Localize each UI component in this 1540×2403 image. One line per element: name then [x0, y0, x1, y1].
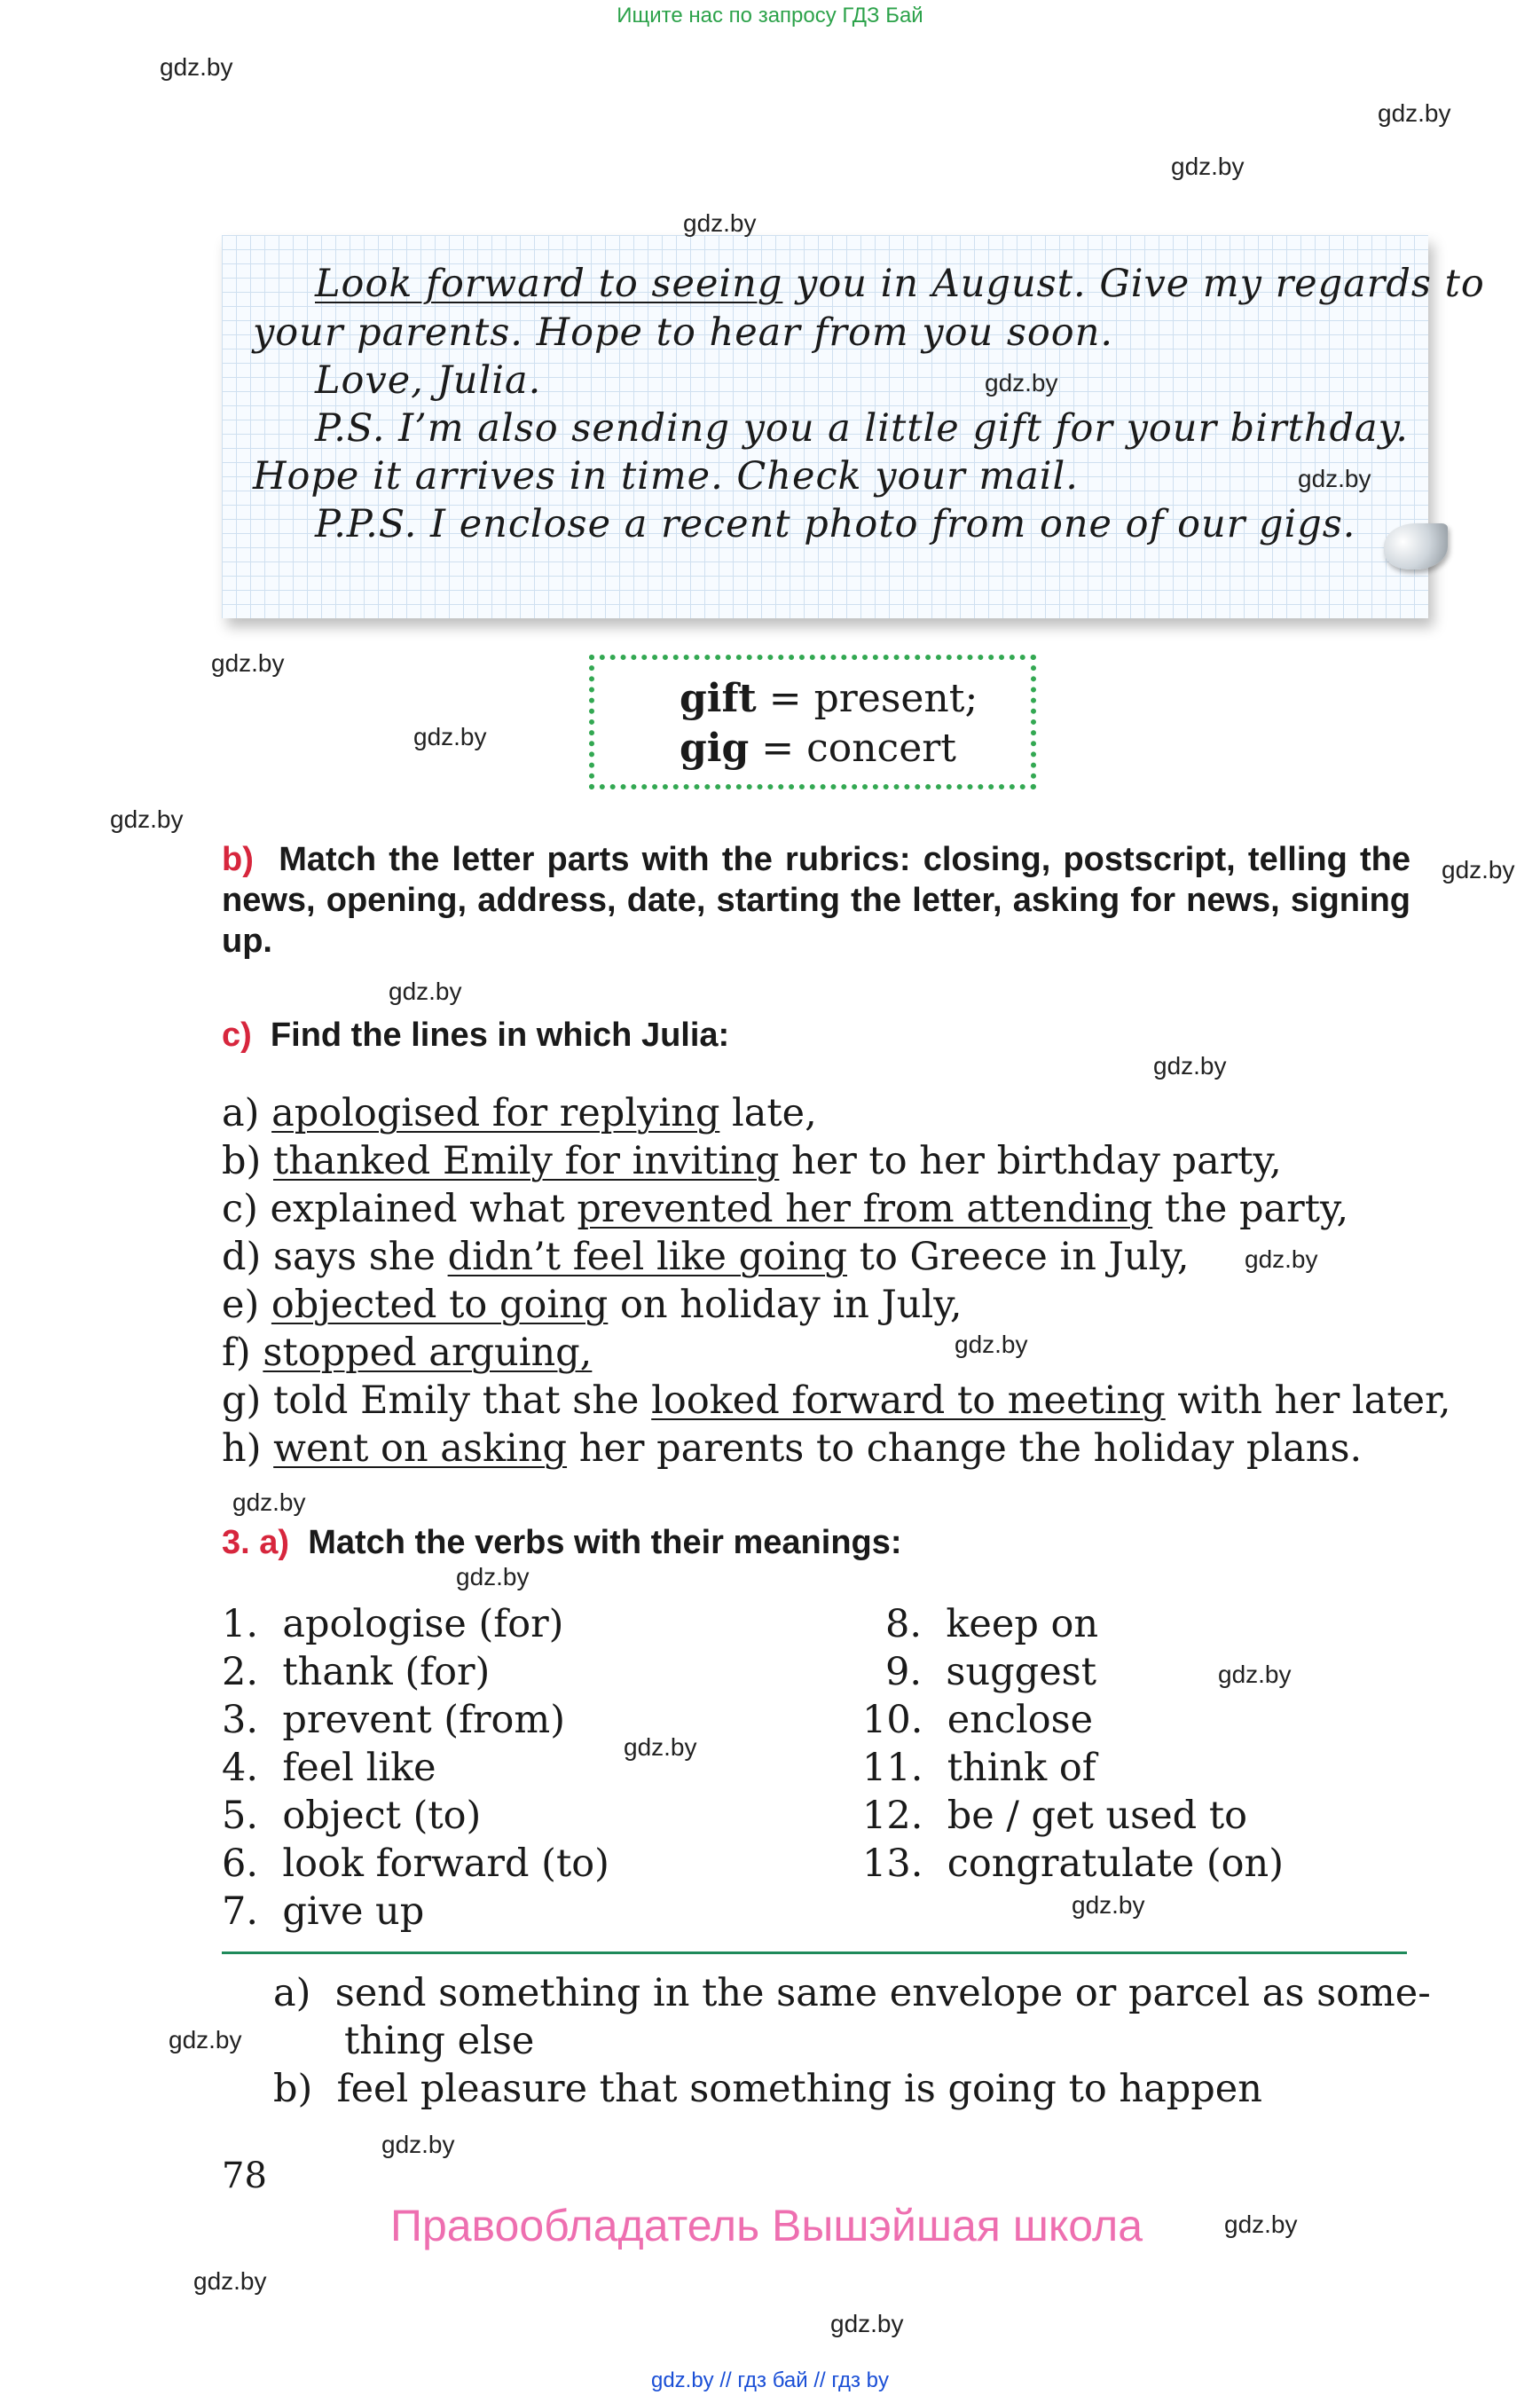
watermark: gdz.by	[389, 978, 462, 1005]
watermark: gdz.by	[381, 2131, 455, 2158]
definition-gig: gig = concert	[680, 726, 956, 771]
verb-item: 13. congratulate (on)	[862, 1842, 1285, 1886]
letter-line: Hope it arrives in time. Check your mail.	[253, 454, 1079, 499]
watermark: gdz.by	[169, 2026, 242, 2054]
task-3: 3. a) Match the verbs with their meanings:	[222, 1524, 902, 1561]
page-curl	[1384, 523, 1448, 569]
watermark: gdz.by	[955, 1331, 1028, 1358]
watermark: gdz.by	[830, 2310, 904, 2337]
meaning-item: b) feel pleasure that something is going to happen	[273, 2067, 1262, 2111]
watermark: gdz.by	[1245, 1245, 1318, 1273]
list-item: c) explained what prevented her from attending the party,	[222, 1187, 1349, 1231]
verb-item: 1. apologise (for)	[222, 1602, 564, 1646]
watermark: gdz.by	[1171, 153, 1245, 180]
task-c: c) Find the lines in which Julia:	[222, 1017, 730, 1054]
watermark: gdz.by	[1218, 1661, 1292, 1688]
list-item: b) thanked Emily for inviting her to her birthday party,	[222, 1139, 1282, 1183]
verb-item: 9. suggest	[885, 1650, 1096, 1694]
watermark: gdz.by	[1072, 1891, 1145, 1919]
top-banner: Ищите нас по запросу ГДЗ Бай	[617, 4, 923, 27]
verb-item: 11. think of	[862, 1746, 1096, 1790]
divider	[222, 1951, 1407, 1954]
verb-item: 10. enclose	[862, 1698, 1094, 1742]
verb-item: 5. object (to)	[222, 1794, 482, 1838]
watermark: gdz.by	[1298, 465, 1371, 492]
watermark: gdz.by	[985, 369, 1058, 397]
copyright-owner: Правообладатель Вышэйшая школа	[390, 2201, 1143, 2250]
bottom-banner: gdz.by // гдз бай // гдз by	[650, 2368, 890, 2392]
watermark: gdz.by	[211, 649, 285, 677]
watermark: gdz.by	[160, 53, 233, 81]
meaning-item-cont: thing else	[344, 2019, 535, 2063]
watermark: gdz.by	[232, 1488, 306, 1516]
watermark: gdz.by	[110, 805, 184, 833]
verb-item: 12. be / get used to	[862, 1794, 1248, 1838]
verb-item: 4. feel like	[222, 1746, 436, 1790]
list-item: e) objected to going on holiday in July,	[222, 1283, 962, 1327]
definition-gift: gift = present;	[680, 676, 978, 721]
list-item: f) stopped arguing,	[222, 1331, 593, 1375]
letter-line: P.S. I’m also sending you a little gift for your birthday.	[315, 406, 1409, 451]
verb-item: 3. prevent (from)	[222, 1698, 565, 1742]
watermark: gdz.by	[624, 1733, 697, 1761]
verb-item: 2. thank (for)	[222, 1650, 491, 1694]
watermark: gdz.by	[1378, 99, 1451, 127]
page-number: 78	[222, 2156, 267, 2196]
letter-line: P.P.S. I enclose a recent photo from one of our gigs.	[315, 502, 1356, 546]
list-item: a) apologised for replying late,	[222, 1091, 817, 1135]
letter-line: your parents. Hope to hear from you soon.	[253, 310, 1114, 355]
task-b: b) Match the letter parts with the rubrics: closing, postscript, telling the news, opening, address, date, starting the letter, asking for news, signing up.	[222, 841, 1410, 960]
watermark: gdz.by	[1153, 1052, 1227, 1080]
verb-item: 7. give up	[222, 1889, 425, 1934]
watermark: gdz.by	[1224, 2211, 1298, 2238]
list-item: g) told Emily that she looked forward to meeting with her later,	[222, 1378, 1451, 1423]
letter-line: Love, Julia.	[315, 358, 542, 403]
watermark: gdz.by	[193, 2267, 267, 2295]
letter-line: Look forward to seeing you in August. Give my regards to	[315, 262, 1485, 306]
watermark: gdz.by	[456, 1563, 530, 1590]
list-item: h) went on asking her parents to change the holiday plans.	[222, 1426, 1363, 1471]
verb-item: 8. keep on	[885, 1602, 1099, 1646]
watermark: gdz.by	[683, 209, 757, 237]
meaning-item: a) send something in the same envelope or parcel as some-	[273, 1971, 1431, 2015]
verb-item: 6. look forward (to)	[222, 1842, 609, 1886]
watermark: gdz.by	[413, 723, 487, 750]
list-item: d) says she didn’t feel like going to Greece in July,	[222, 1235, 1190, 1279]
watermark: gdz.by	[1442, 856, 1515, 883]
